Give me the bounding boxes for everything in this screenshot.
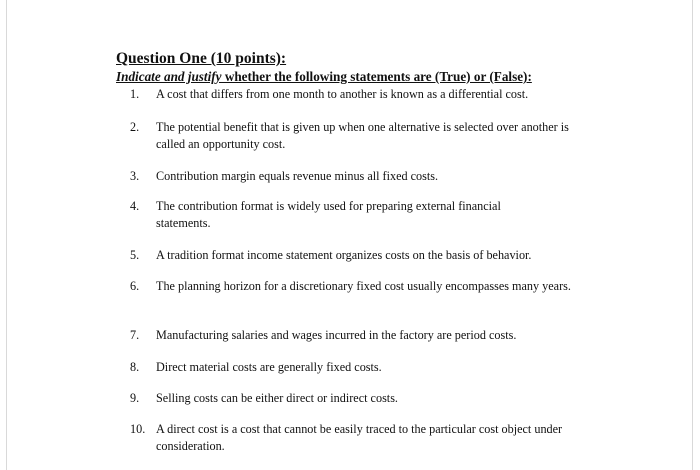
question-text: The potential benefit that is given up when one alternative is selected over another is called an opportunity cost. <box>156 120 569 151</box>
question-text: Contribution margin equals revenue minus all fixed costs. <box>156 169 439 183</box>
instruction-rest: whether the following statements are (True) or (False): <box>221 69 532 84</box>
question-text: Selling costs can be either direct or indirect costs. <box>156 391 398 405</box>
question-number: 5. <box>130 248 140 262</box>
question-text: A cost that differs from one month to another is known as a differential cost. <box>156 87 529 101</box>
question-number: 9. <box>130 391 140 405</box>
question-number: 3. <box>130 169 140 183</box>
question-instruction <box>116 69 532 85</box>
question-number: 1. <box>130 87 140 101</box>
question-number: 10. <box>130 422 146 436</box>
question-number: 7. <box>130 328 140 342</box>
question-number: 4. <box>130 199 140 213</box>
question-text: The contribution format is widely used for preparing external financial statements. <box>156 199 501 230</box>
question-text: The planning horizon for a discretionary fixed cost usually encompasses many years. <box>156 279 571 293</box>
question-text: A direct cost is a cost that cannot be easily traced to the particular cost object under consideration. <box>156 422 563 453</box>
page-edge-left <box>6 0 7 470</box>
question-text: Direct material costs are generally fixed costs. <box>156 360 382 374</box>
question-number: 2. <box>130 120 140 134</box>
question-number: 6. <box>130 279 140 293</box>
question-title: Question One (10 points): <box>116 50 287 67</box>
question-text: A tradition format income statement organizes costs on the basis of behavior. <box>156 248 532 262</box>
page-edge-right <box>692 0 693 470</box>
instruction-italic: Indicate and justify <box>116 69 222 84</box>
question-number: 8. <box>130 360 140 374</box>
question-text: Manufacturing salaries and wages incurred in the factory are period costs. <box>156 328 517 342</box>
